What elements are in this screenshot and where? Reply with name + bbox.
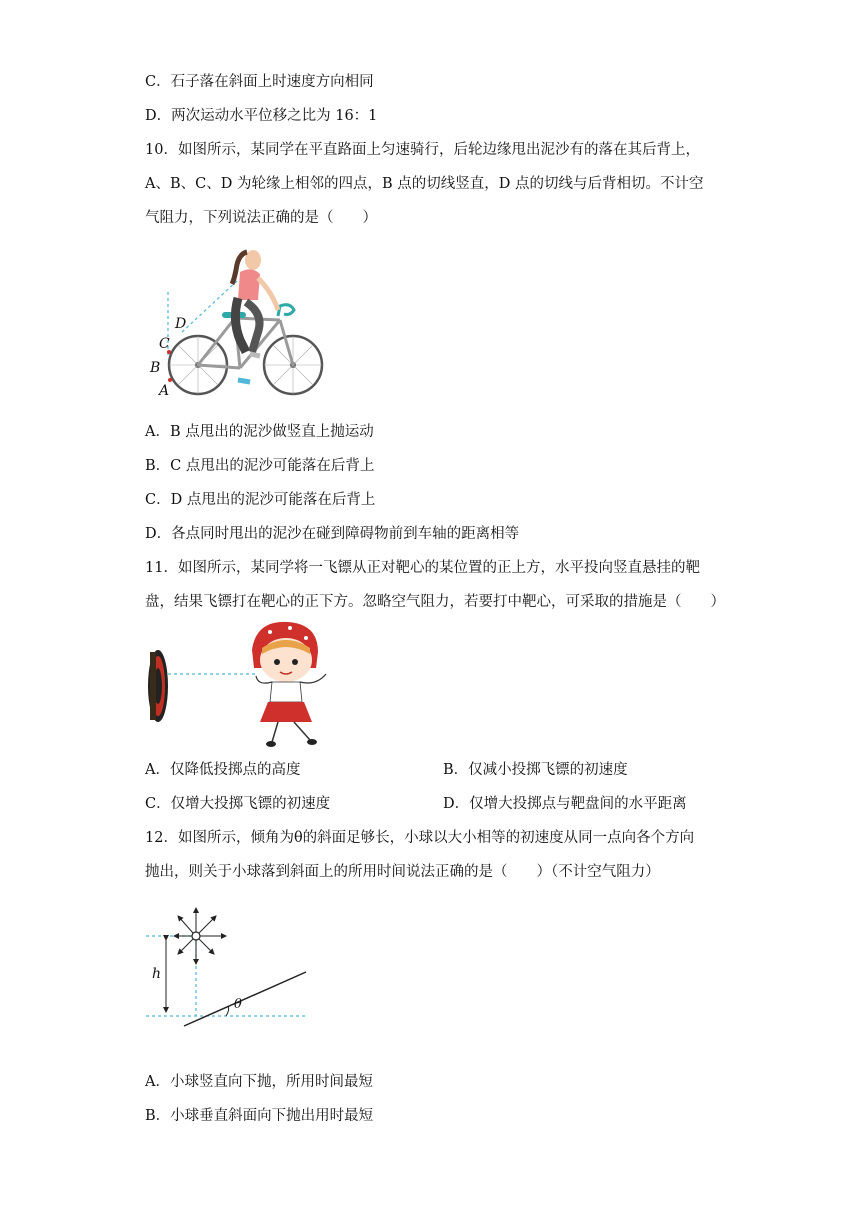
q10-option-b: B．C 点甩出的泥沙可能落在后背上	[145, 458, 375, 474]
q12-option-b: B．小球垂直斜面向下抛出用时最短	[145, 1108, 374, 1124]
q9-option-c: C．石子落在斜面上时速度方向相同	[145, 74, 374, 90]
q11-option-a: A．仅降低投掷点的高度	[145, 762, 301, 778]
q10-stem-line1: 10．如图所示，某同学在平直路面上匀速骑行，后轮边缘甩出泥沙有的落在其后背上，	[145, 142, 700, 158]
fig-label-b: B	[150, 360, 161, 376]
fig-label-c: C	[159, 336, 170, 352]
dartboard-figure	[140, 618, 350, 753]
q12-option-a: A．小球竖直向下抛，所用时间最短	[145, 1074, 373, 1090]
q11-option-c: C．仅增大投掷飞镖的初速度	[145, 796, 331, 812]
q10-stem-line2: A、B、C、D 为轮缘上相邻的四点，B 点的切线竖直，D 点的切线与后背相切。不计空	[145, 176, 704, 192]
q11-stem-line1: 11．如图所示，某同学将一飞镖从正对靶心的某位置的正上方，水平投向竖直悬挂的靶	[145, 560, 700, 576]
fig-label-theta: θ	[234, 997, 242, 1012]
incline-figure	[140, 896, 320, 1036]
fig-label-d: D	[175, 316, 187, 332]
fig-label-h: h	[152, 966, 162, 982]
q10-option-c: C．D 点甩出的泥沙可能落在后背上	[145, 492, 376, 508]
q11-option-b: B．仅减小投掷飞镖的初速度	[443, 762, 628, 778]
q11-option-d: D．仅增大投掷点与靶盘间的水平距离	[443, 796, 687, 812]
q12-stem-line1: 12．如图所示，倾角为θ的斜面足够长，小球以大小相等的初速度从同一点向各个方向	[145, 830, 695, 846]
q12-stem-line2: 抛出，则关于小球落到斜面上的所用时间说法正确的是（ ）（不计空气阻力）	[145, 864, 660, 880]
q10-option-d: D．各点同时甩出的泥沙在碰到障碍物前到车轴的距离相等	[145, 526, 520, 542]
q9-option-d: D．两次运动水平位移之比为 16：1	[145, 108, 378, 124]
q11-stem-line2: 盘，结果飞镖打在靶心的正下方。忽略空气阻力，若要打中靶心，可采取的措施是（ ）	[145, 594, 725, 610]
bicycle-figure	[140, 240, 340, 405]
q10-option-a: A．B 点甩出的泥沙做竖直上抛运动	[145, 424, 374, 440]
fig-label-a: A	[159, 383, 170, 399]
q10-stem-line3: 气阻力，下列说法正确的是（ ）	[145, 210, 377, 226]
